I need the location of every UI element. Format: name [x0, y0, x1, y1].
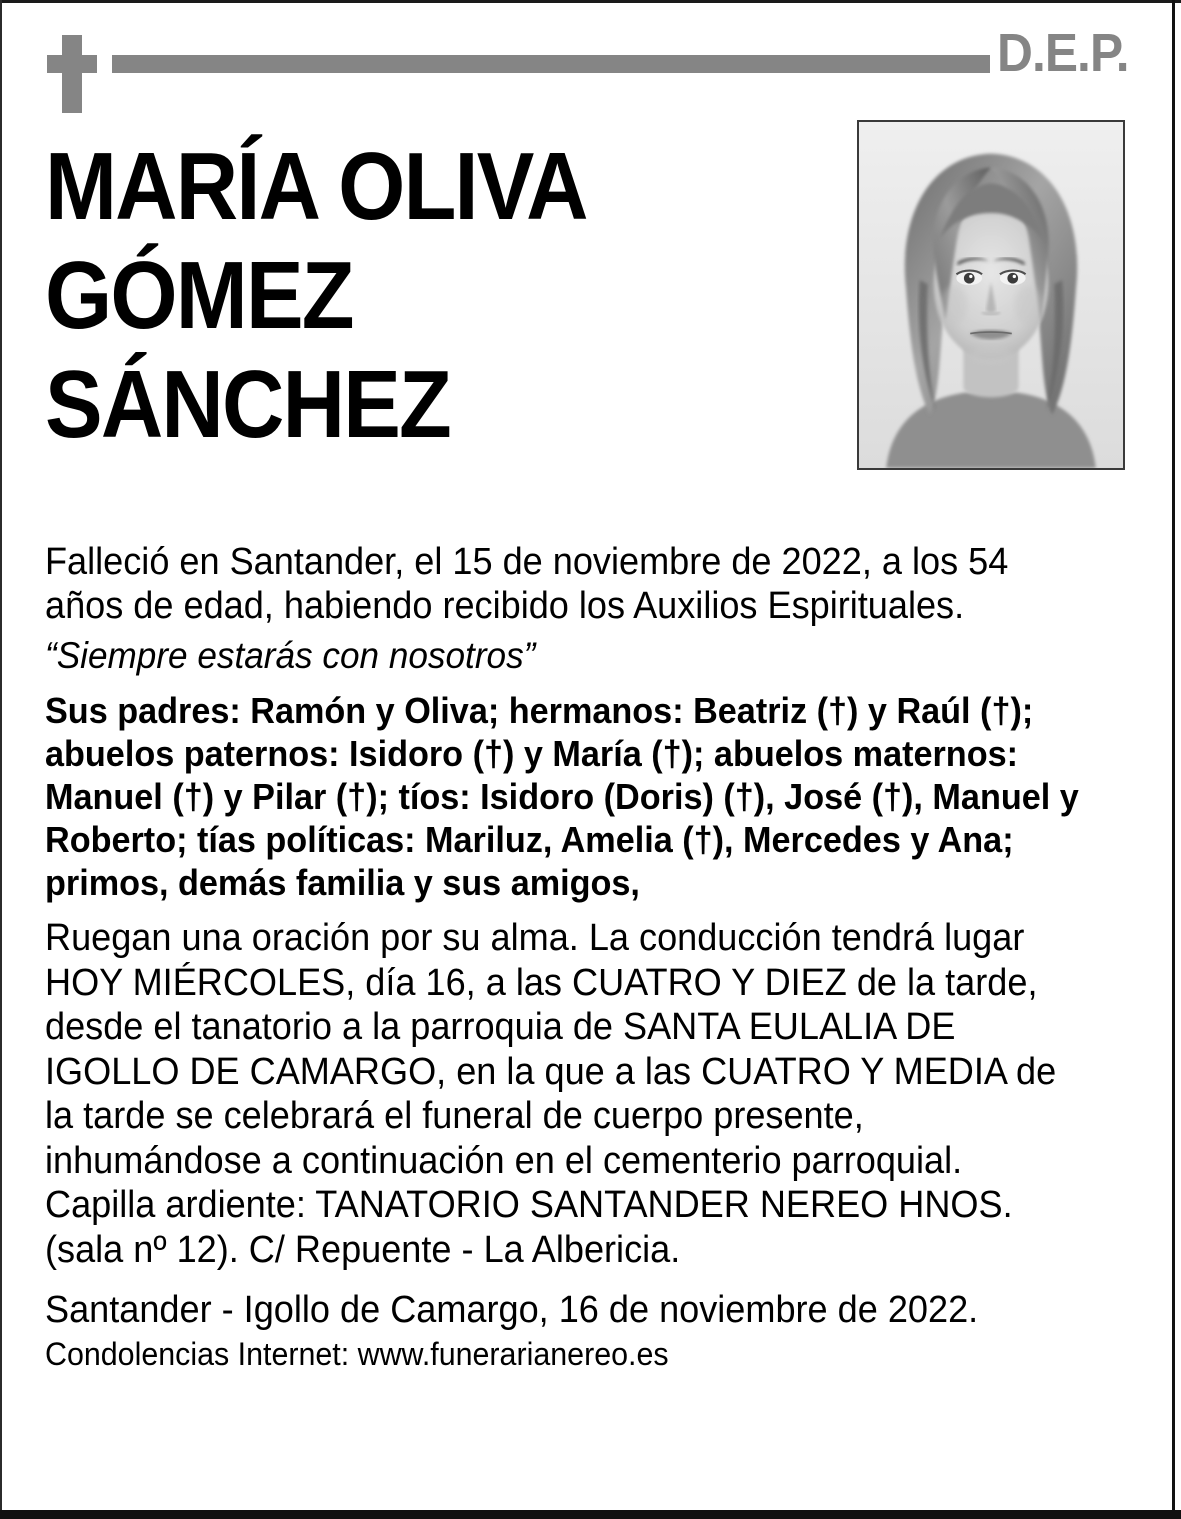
- epitaph-text: “Siempre estarás con nosotros”: [45, 635, 536, 677]
- latin-cross-icon: [47, 35, 97, 113]
- dep-label: D.E.P.: [997, 23, 1129, 83]
- name-line-1: MARÍA OLIVA: [45, 133, 587, 240]
- portrait-photo: [857, 120, 1125, 470]
- deceased-name: [45, 133, 845, 467]
- page-border-bottom: [0, 1510, 1181, 1519]
- cross-horizontal-bar: [47, 55, 97, 73]
- condolences-url-text: Condolencias Internet: www.funerarianereo.es: [45, 1335, 669, 1372]
- place-and-date-text: Santander - Igollo de Camargo, 16 de noviembre de 2022.: [45, 1289, 979, 1332]
- family-list-text: Sus padres: Ramón y Oliva; hermanos: Beatriz (†) y Raúl (†); abuelos paternos: Isidoro (†) y María (†); abuelos maternos: Manuel (†) y Pilar (†); tíos: Isidoro (Doris) (†), José (†), Manuel y Roberto; tías políticas: Mariluz, Amelia (†), Mercedes y Ana; primos, demás familia y sus amigos,: [45, 689, 1079, 904]
- header-rule: [112, 55, 990, 73]
- page-border-right: [1172, 0, 1175, 1519]
- death-notice-text: Falleció en Santander, el 15 de noviembre de 2022, a los 54 años de edad, habiendo recibido los Auxilios Espirituales.: [45, 541, 1009, 628]
- notice-body: [45, 540, 1135, 1373]
- name-line-2: GÓMEZ: [45, 242, 353, 350]
- notice-header: [0, 0, 1181, 120]
- service-details-text: Ruegan una oración por su alma. La conducción tendrá lugar HOY MIÉRCOLES, día 16, a las CUATRO Y DIEZ de la tarde, desde el tanatorio a la parroquia de SANTA EULALIA DE IGOLLO DE CAMARGO, en la que a las CUATRO Y MEDIA de la tarde se celebrará el funeral de cuerpo presente, inhumándose a continuación en el cementerio parroquial. Capilla ardiente: TANATORIO SANTANDER NEREO HNOS. (sala nº 12). C/ Repuente - La Albericia.: [45, 917, 1057, 1271]
- cross-vertical-bar: [62, 35, 82, 113]
- name-line-3: SÁNCHEZ: [45, 351, 451, 459]
- page-border-left: [0, 0, 2, 1519]
